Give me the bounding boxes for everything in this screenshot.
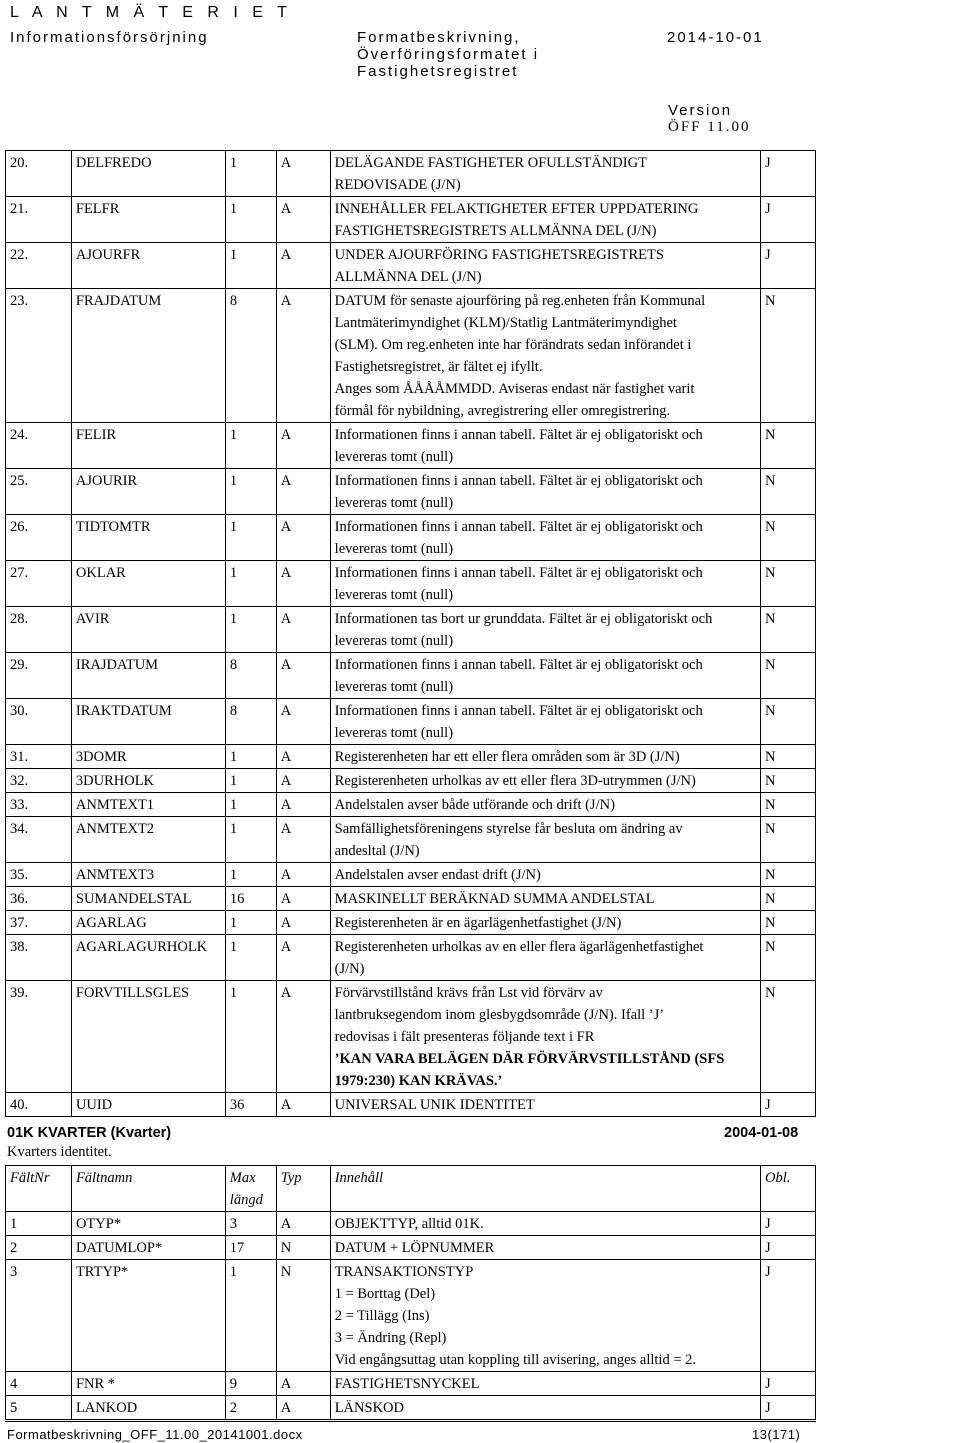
cell-field-nr: 25.: [6, 469, 72, 515]
content-line: Registerenheten har ett eller flera områden som är 3D (J/N): [334, 749, 680, 765]
cell-type: A: [276, 561, 330, 607]
cell-field-name: FNR *: [71, 1372, 225, 1396]
cell-field-nr: 30.: [6, 699, 72, 745]
content-line: Fastighetsregistret, är fältet ej ifyllt.: [334, 359, 543, 375]
cell-field-name: AVIR: [71, 607, 225, 653]
content-line: MASKINELLT BERÄKNAD SUMMA ANDELSTAL: [334, 891, 655, 907]
header-max-length-line: Max: [229, 1170, 256, 1186]
cell-content: [330, 1372, 760, 1396]
content-line: levereras tomt (null): [334, 587, 454, 603]
cell-type: A: [276, 769, 330, 793]
cell-type: A: [276, 745, 330, 769]
document-title: [357, 29, 587, 80]
cell-mandatory: J: [761, 151, 816, 197]
cell-mandatory: N: [761, 699, 816, 745]
cell-max-length: 2: [225, 1396, 276, 1420]
table-row: [6, 243, 816, 289]
cell-content: [330, 699, 760, 745]
content-line: Informationen finns i annan tabell. Fältet är ej obligatoriskt och: [334, 657, 703, 673]
document-title-line: Överföringsformatet i: [357, 46, 540, 63]
content-line: Informationen finns i annan tabell. Fältet är ej obligatoriskt och: [334, 565, 703, 581]
content-line: andesltal (J/N): [334, 843, 420, 859]
cell-mandatory: N: [761, 981, 816, 1093]
header-field-nr: FältNr: [6, 1166, 72, 1212]
content-line: Informationen finns i annan tabell. Fältet är ej obligatoriskt och: [334, 473, 703, 489]
content-line: Andelstalen avser både utförande och drift (J/N): [334, 797, 615, 813]
cell-field-nr: 29.: [6, 653, 72, 699]
cell-mandatory: J: [761, 1093, 816, 1117]
cell-field-name: LANKOD: [71, 1396, 225, 1420]
cell-field-name: FRAJDATUM: [71, 289, 225, 423]
cell-content: [330, 515, 760, 561]
header-type: Typ: [276, 1166, 330, 1212]
cell-content: [330, 1260, 760, 1372]
section-date: 2004-01-08: [724, 1125, 799, 1141]
header-max-length-line: längd: [229, 1192, 263, 1208]
cell-mandatory: N: [761, 769, 816, 793]
table-row: [6, 1236, 816, 1260]
footer-filename: Formatbeskrivning_OFF_11.00_20141001.docx: [7, 1427, 303, 1442]
header-max-length: [225, 1166, 276, 1212]
cell-max-length: 1: [225, 151, 276, 197]
cell-type: A: [276, 515, 330, 561]
cell-type: A: [276, 607, 330, 653]
cell-field-nr: 5: [6, 1396, 72, 1420]
cell-max-length: 1: [225, 745, 276, 769]
cell-field-nr: 1: [6, 1212, 72, 1236]
table-row: [6, 1093, 816, 1117]
content-line: FASTIGHETSREGISTRETS ALLMÄNNA DEL (J/N): [334, 223, 657, 239]
cell-content: [330, 981, 760, 1093]
cell-field-name: IRAKTDATUM: [71, 699, 225, 745]
content-line: UNIVERSAL UNIK IDENTITET: [334, 1097, 535, 1113]
cell-content: [330, 243, 760, 289]
table-row: [6, 699, 816, 745]
cell-field-name: IRAJDATUM: [71, 653, 225, 699]
content-line: Registerenheten urholkas av ett eller flera 3D-utrymmen (J/N): [334, 773, 696, 789]
content-line: levereras tomt (null): [334, 725, 454, 741]
content-line: LÄNSKOD: [334, 1400, 404, 1416]
cell-field-nr: 34.: [6, 817, 72, 863]
cell-max-length: 1: [225, 515, 276, 561]
cell-max-length: 3: [225, 1212, 276, 1236]
cell-max-length: 1: [225, 423, 276, 469]
table-row: [6, 1260, 816, 1372]
content-line: förmål för nybildning, avregistrering eller omregistrering.: [334, 403, 671, 419]
cell-type: A: [276, 935, 330, 981]
cell-type: N: [276, 1260, 330, 1372]
cell-mandatory: N: [761, 911, 816, 935]
cell-mandatory: N: [761, 423, 816, 469]
cell-field-nr: 37.: [6, 911, 72, 935]
department-name: Informationsförsörjning: [10, 29, 209, 46]
content-line: REDOVISADE (J/N): [334, 177, 461, 193]
table-row: [6, 817, 816, 863]
cell-mandatory: N: [761, 887, 816, 911]
cell-type: A: [276, 699, 330, 745]
table-row: [6, 935, 816, 981]
content-line: Anges som ÅÅÅÅMMDD. Aviseras endast när fastighet varit: [334, 381, 695, 397]
cell-max-length: 8: [225, 653, 276, 699]
cell-max-length: 8: [225, 289, 276, 423]
content-line: (SLM). Om reg.enheten inte har förändrats sedan införandet i: [334, 337, 692, 353]
cell-field-name: AJOURFR: [71, 243, 225, 289]
content-line: Informationen finns i annan tabell. Fältet är ej obligatoriskt och: [334, 519, 703, 535]
table-row: [6, 607, 816, 653]
cell-content: [330, 423, 760, 469]
cell-mandatory: J: [761, 1372, 816, 1396]
cell-type: A: [276, 423, 330, 469]
cell-field-nr: 2: [6, 1236, 72, 1260]
cell-field-nr: 39.: [6, 981, 72, 1093]
cell-field-name: UUID: [71, 1093, 225, 1117]
table-row: [6, 887, 816, 911]
cell-field-name: AGARLAG: [71, 911, 225, 935]
cell-field-nr: 4: [6, 1372, 72, 1396]
cell-mandatory: J: [761, 197, 816, 243]
cell-content: [330, 793, 760, 817]
table-row: [6, 745, 816, 769]
cell-type: N: [276, 1236, 330, 1260]
cell-max-length: 1: [225, 817, 276, 863]
cell-field-nr: 28.: [6, 607, 72, 653]
document-title-line: Formatbeskrivning,: [357, 29, 521, 46]
cell-max-length: 1: [225, 769, 276, 793]
cell-max-length: 9: [225, 1372, 276, 1396]
cell-field-nr: 21.: [6, 197, 72, 243]
content-line: DATUM för senaste ajourföring på reg.enheten från Kommunal: [334, 293, 706, 309]
content-line: TRANSAKTIONSTYP: [334, 1264, 474, 1280]
cell-max-length: 1: [225, 1260, 276, 1372]
content-line: Samfällighetsföreningens styrelse får besluta om ändring av: [334, 821, 683, 837]
cell-field-name: FELFR: [71, 197, 225, 243]
cell-type: A: [276, 469, 330, 515]
content-line: Lantmäterimyndighet (KLM)/Statlig Lantmäterimyndighet: [334, 315, 677, 331]
document-title-line: Fastighetsregistret: [357, 63, 519, 80]
cell-field-nr: 23.: [6, 289, 72, 423]
cell-max-length: 1: [225, 793, 276, 817]
cell-type: A: [276, 197, 330, 243]
cell-max-length: 1: [225, 561, 276, 607]
cell-mandatory: N: [761, 289, 816, 423]
cell-max-length: 1: [225, 243, 276, 289]
cell-max-length: 1: [225, 607, 276, 653]
content-line: 1 = Borttag (Del): [334, 1286, 436, 1302]
header-field-name: Fältnamn: [71, 1166, 225, 1212]
cell-max-length: 1: [225, 469, 276, 515]
content-line: levereras tomt (null): [334, 495, 454, 511]
cell-type: A: [276, 151, 330, 197]
content-line: DELÄGANDE FASTIGHETER OFULLSTÄNDIGT: [334, 155, 647, 171]
content-line: lantbruksegendom inom glesbygdsområde (J/N). Ifall ’J’: [334, 1007, 665, 1023]
cell-field-name: FORVTILLSGLES: [71, 981, 225, 1093]
cell-type: A: [276, 981, 330, 1093]
cell-max-length: 1: [225, 197, 276, 243]
cell-max-length: 16: [225, 887, 276, 911]
content-line: Förvärvstillstånd krävs från Lst vid förvärv av: [334, 985, 603, 1001]
cell-field-name: OKLAR: [71, 561, 225, 607]
cell-type: A: [276, 911, 330, 935]
cell-content: [330, 863, 760, 887]
content-line: Registerenheten är en ägarlägenhetfastighet (J/N): [334, 915, 622, 931]
content-line: Registerenheten urholkas av en eller flera ägarlägenhetfastighet: [334, 939, 704, 955]
cell-mandatory: N: [761, 817, 816, 863]
content-line: FASTIGHETSNYCKEL: [334, 1376, 480, 1392]
cell-field-nr: 24.: [6, 423, 72, 469]
cell-type: A: [276, 653, 330, 699]
cell-field-name: TRTYP*: [71, 1260, 225, 1372]
content-line: ALLMÄNNA DEL (J/N): [334, 269, 482, 285]
cell-field-name: TIDTOMTR: [71, 515, 225, 561]
cell-content: [330, 817, 760, 863]
cell-field-nr: 38.: [6, 935, 72, 981]
content-line: levereras tomt (null): [334, 449, 454, 465]
content-line: levereras tomt (null): [334, 541, 454, 557]
cell-field-nr: 36.: [6, 887, 72, 911]
document-date: 2014-10-01: [667, 29, 764, 46]
footer-divider: [5, 1421, 816, 1422]
cell-content: [330, 469, 760, 515]
table-row: [6, 769, 816, 793]
cell-content: [330, 769, 760, 793]
section-title: 01K KVARTER (Kvarter): [7, 1125, 172, 1141]
table-row: [6, 653, 816, 699]
cell-field-name: FELIR: [71, 423, 225, 469]
cell-field-name: ANMTEXT1: [71, 793, 225, 817]
cell-mandatory: N: [761, 561, 816, 607]
content-line: levereras tomt (null): [334, 679, 454, 695]
cell-content: [330, 151, 760, 197]
cell-content: [330, 887, 760, 911]
cell-mandatory: N: [761, 935, 816, 981]
content-line: Vid engångsuttag utan koppling till avisering, anges alltid = 2.: [334, 1352, 696, 1368]
cell-content: [330, 1396, 760, 1420]
cell-mandatory: N: [761, 793, 816, 817]
cell-content: [330, 561, 760, 607]
cell-field-name: AGARLAGURHOLK: [71, 935, 225, 981]
content-line: Informationen finns i annan tabell. Fältet är ej obligatoriskt och: [334, 703, 703, 719]
cell-type: A: [276, 1093, 330, 1117]
cell-content: [330, 197, 760, 243]
version-value: ÖFF 11.00: [668, 119, 751, 135]
table-row: [6, 1396, 816, 1420]
cell-field-name: AJOURIR: [71, 469, 225, 515]
cell-content: [330, 653, 760, 699]
cell-field-name: DELFREDO: [71, 151, 225, 197]
cell-mandatory: J: [761, 1260, 816, 1372]
content-line: Informationen tas bort ur grunddata. Fältet är ej obligatoriskt och: [334, 611, 713, 627]
cell-max-length: 17: [225, 1236, 276, 1260]
field-table-fastighet: [5, 150, 816, 1117]
content-line: 3 = Ändring (Repl): [334, 1330, 447, 1346]
content-line-bold: 1979:230) KAN KRÄVAS.’: [334, 1073, 503, 1089]
cell-content: [330, 1236, 760, 1260]
cell-field-nr: 35.: [6, 863, 72, 887]
table-row: [6, 197, 816, 243]
cell-content: [330, 289, 760, 423]
cell-field-nr: 3: [6, 1260, 72, 1372]
cell-field-name: 3DOMR: [71, 745, 225, 769]
cell-field-nr: 40.: [6, 1093, 72, 1117]
cell-content: [330, 1212, 760, 1236]
cell-type: A: [276, 243, 330, 289]
table-row: [6, 1212, 816, 1236]
cell-mandatory: J: [761, 1212, 816, 1236]
table-row: [6, 1372, 816, 1396]
cell-max-length: 1: [225, 863, 276, 887]
content-line: UNDER AJOURFÖRING FASTIGHETSREGISTRETS: [334, 247, 664, 263]
cell-type: A: [276, 793, 330, 817]
cell-mandatory: N: [761, 515, 816, 561]
cell-type: A: [276, 863, 330, 887]
cell-field-name: SUMANDELSTAL: [71, 887, 225, 911]
cell-mandatory: J: [761, 1236, 816, 1260]
cell-mandatory: N: [761, 469, 816, 515]
content-line: Andelstalen avser endast drift (J/N): [334, 867, 541, 883]
cell-type: A: [276, 1372, 330, 1396]
cell-mandatory: N: [761, 863, 816, 887]
cell-max-length: 8: [225, 699, 276, 745]
cell-field-nr: 33.: [6, 793, 72, 817]
cell-field-nr: 32.: [6, 769, 72, 793]
cell-type: A: [276, 817, 330, 863]
cell-max-length: 1: [225, 935, 276, 981]
content-line: levereras tomt (null): [334, 633, 454, 649]
cell-mandatory: N: [761, 745, 816, 769]
table-row: [6, 423, 816, 469]
cell-field-name: DATUMLOP*: [71, 1236, 225, 1260]
cell-field-nr: 27.: [6, 561, 72, 607]
cell-content: [330, 935, 760, 981]
table-row: [6, 911, 816, 935]
cell-field-nr: 31.: [6, 745, 72, 769]
cell-mandatory: N: [761, 607, 816, 653]
cell-field-nr: 20.: [6, 151, 72, 197]
content-line: OBJEKTTYP, alltid 01K.: [334, 1216, 484, 1232]
cell-max-length: 36: [225, 1093, 276, 1117]
footer-page-number: 13(171): [752, 1427, 801, 1442]
table-row: [6, 793, 816, 817]
cell-content: [330, 1093, 760, 1117]
cell-mandatory: J: [761, 1396, 816, 1420]
table-row: [6, 561, 816, 607]
cell-field-name: ANMTEXT2: [71, 817, 225, 863]
header-mandatory: Obl.: [761, 1166, 816, 1212]
content-line: Informationen finns i annan tabell. Fältet är ej obligatoriskt och: [334, 427, 703, 443]
cell-type: A: [276, 1396, 330, 1420]
cell-max-length: 1: [225, 911, 276, 935]
cell-content: [330, 745, 760, 769]
cell-type: A: [276, 887, 330, 911]
table-row: [6, 289, 816, 423]
cell-field-nr: 22.: [6, 243, 72, 289]
table-header-row: [6, 1166, 816, 1212]
content-line: redovisas i fält presenteras följande text i FR: [334, 1029, 595, 1045]
version-label: Version: [668, 102, 733, 119]
table-row: [6, 469, 816, 515]
cell-mandatory: N: [761, 653, 816, 699]
header-content: Innehåll: [330, 1166, 760, 1212]
section-description: Kvarters identitet.: [7, 1144, 112, 1160]
cell-mandatory: J: [761, 243, 816, 289]
cell-content: [330, 607, 760, 653]
content-line: (J/N): [334, 961, 365, 977]
content-line: INNEHÅLLER FELAKTIGHETER EFTER UPPDATERING: [334, 201, 699, 217]
cell-field-nr: 26.: [6, 515, 72, 561]
cell-field-name: 3DURHOLK: [71, 769, 225, 793]
field-table-kvarter: [5, 1165, 816, 1420]
content-line: DATUM + LÖPNUMMER: [334, 1240, 495, 1256]
cell-max-length: 1: [225, 981, 276, 1093]
content-line-bold: ’KAN VARA BELÄGEN DÄR FÖRVÄRVSTILLSTÅND (SFS: [334, 1051, 725, 1067]
brand-name: L A N T M Ä T E R I E T: [10, 4, 292, 21]
cell-type: A: [276, 289, 330, 423]
cell-field-name: ANMTEXT3: [71, 863, 225, 887]
table-row: [6, 981, 816, 1093]
table-row: [6, 863, 816, 887]
table-row: [6, 515, 816, 561]
cell-content: [330, 911, 760, 935]
cell-field-name: OTYP*: [71, 1212, 225, 1236]
cell-type: A: [276, 1212, 330, 1236]
content-line: 2 = Tillägg (Ins): [334, 1308, 430, 1324]
table-row: [6, 151, 816, 197]
